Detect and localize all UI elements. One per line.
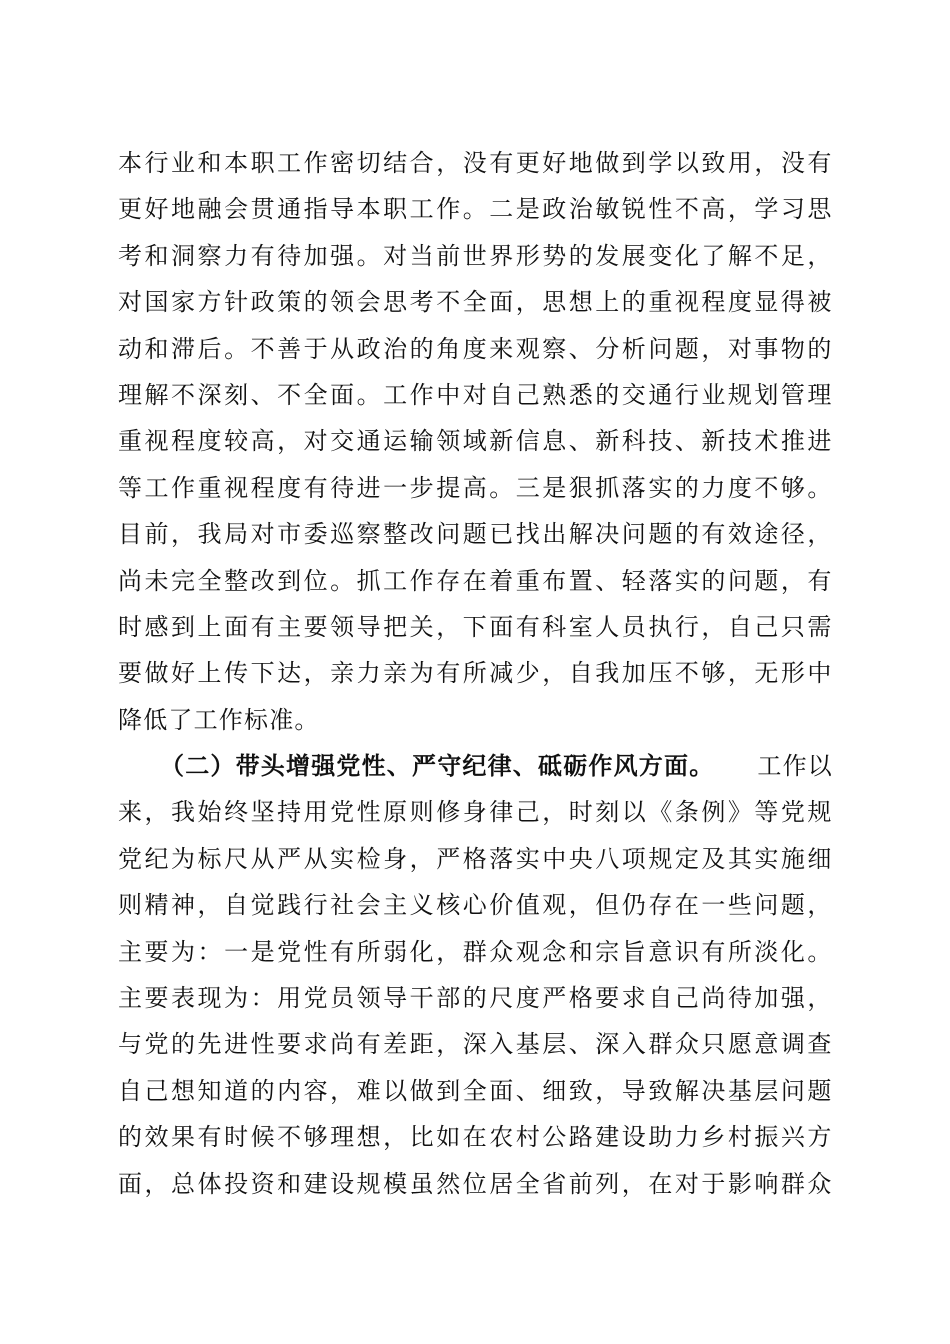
paragraph-line: 时 感 到 上 面 有 主 要 领 导 把 关 ， 下 面 有 科 室 人 员 执 行 ， 自 己 只 需: [118, 612, 833, 641]
section-heading: （二）带头增强党性、严守纪律、砥砺作风方面。: [160, 751, 715, 781]
section-heading-line: [118, 743, 833, 789]
section-heading-continuation: 工作以: [757, 752, 833, 781]
paragraph-line: 主 要 为 ： 一 是 党 性 有 所 弱 化 ， 群 众 观 念 和 宗 旨 意 识 有 所 淡 化 。: [118, 937, 833, 966]
paragraph-line: 面 ， 总 体 投 资 和 建 设 规 模 虽 然 位 居 全 省 前 列 ， 在 对 于 影 响 群 众: [118, 1169, 833, 1198]
paragraph-line: 降低了工作标准。: [118, 705, 320, 734]
paragraph-line: 等 工 作 重 视 程 度 有 待 进 一 步 提 高 。 三 是 狠 抓 落 实 的 力 度 不 够 。: [118, 473, 833, 502]
paragraph-line: 则 精 神 ， 自 觉 践 行 社 会 主 义 核 心 价 值 观 ， 但 仍 存 在 一 些 问 题 ，: [118, 891, 833, 920]
paragraph-line: 考 和 洞 察 力 有 待 加 强 。 对 当 前 世 界 形 势 的 发 展 变 化 了 解 不 足 ，: [118, 241, 833, 270]
paragraph-line: 动 和 滞 后 。 不 善 于 从 政 治 的 角 度 来 观 察 、 分 析 问 题 ， 对 事 物 的: [118, 334, 833, 363]
paragraph-line: 与 党 的 先 进 性 要 求 尚 有 差 距 ， 深 入 基 层 、 深 入 群 众 只 愿 意 调 查: [118, 1030, 833, 1059]
paragraph-line: 本 行 业 和 本 职 工 作 密 切 结 合 ， 没 有 更 好 地 做 到 学 以 致 用 ， 没 有: [118, 149, 833, 177]
paragraph-line: 自 己 想 知 道 的 内 容 ， 难 以 做 到 全 面 、 细 致 ， 导 致 解 决 基 层 问 题: [118, 1076, 833, 1105]
paragraph-line: 目 前 ， 我 局 对 市 委 巡 察 整 改 问 题 已 找 出 解 决 问 题 的 有 效 途 径 ，: [118, 520, 833, 549]
paragraph-line: 尚 未 完 全 整 改 到 位 。 抓 工 作 存 在 着 重 布 置 、 轻 落 实 的 问 题 ， 有: [118, 566, 833, 595]
paragraph-line: 对 国 家 方 针 政 策 的 领 会 思 考 不 全 面 ， 思 想 上 的 重 视 程 度 显 得 被: [118, 288, 833, 317]
document-body: [118, 140, 833, 1207]
paragraph-line: 的 效 果 有 时 候 不 够 理 想 ， 比 如 在 农 村 公 路 建 设 助 力 乡 村 振 兴 方: [118, 1123, 833, 1152]
paragraph-line: 理 解 不 深 刻 、 不 全 面 。 工 作 中 对 自 己 熟 悉 的 交 通 行 业 规 划 管 理: [118, 380, 833, 409]
paragraph-line: 主 要 表 现 为 ： 用 党 员 领 导 干 部 的 尺 度 严 格 要 求 自 己 尚 待 加 强 ，: [118, 984, 833, 1013]
paragraph-line: 更 好 地 融 会 贯 通 指 导 本 职 工 作 。 二 是 政 治 敏 锐 性 不 高 ， 学 习 思: [118, 195, 833, 224]
paragraph-line: 来 ， 我 始 终 坚 持 用 党 性 原 则 修 身 律 己 ， 时 刻 以 《 条 例 》 等 党 规: [118, 798, 833, 827]
paragraph-line: 要 做 好 上 传 下 达 ， 亲 力 亲 为 有 所 减 少 ， 自 我 加 压 不 够 ， 无 形 中: [118, 659, 833, 688]
paragraph-line: 重 视 程 度 较 高 ， 对 交 通 运 输 领 域 新 信 息 、 新 科 技 、 新 技 术 推 进: [118, 427, 833, 456]
paragraph-line: 党 纪 为 标 尺 从 严 从 实 检 身 ， 严 格 落 实 中 央 八 项 规 定 及 其 实 施 细: [118, 844, 833, 873]
